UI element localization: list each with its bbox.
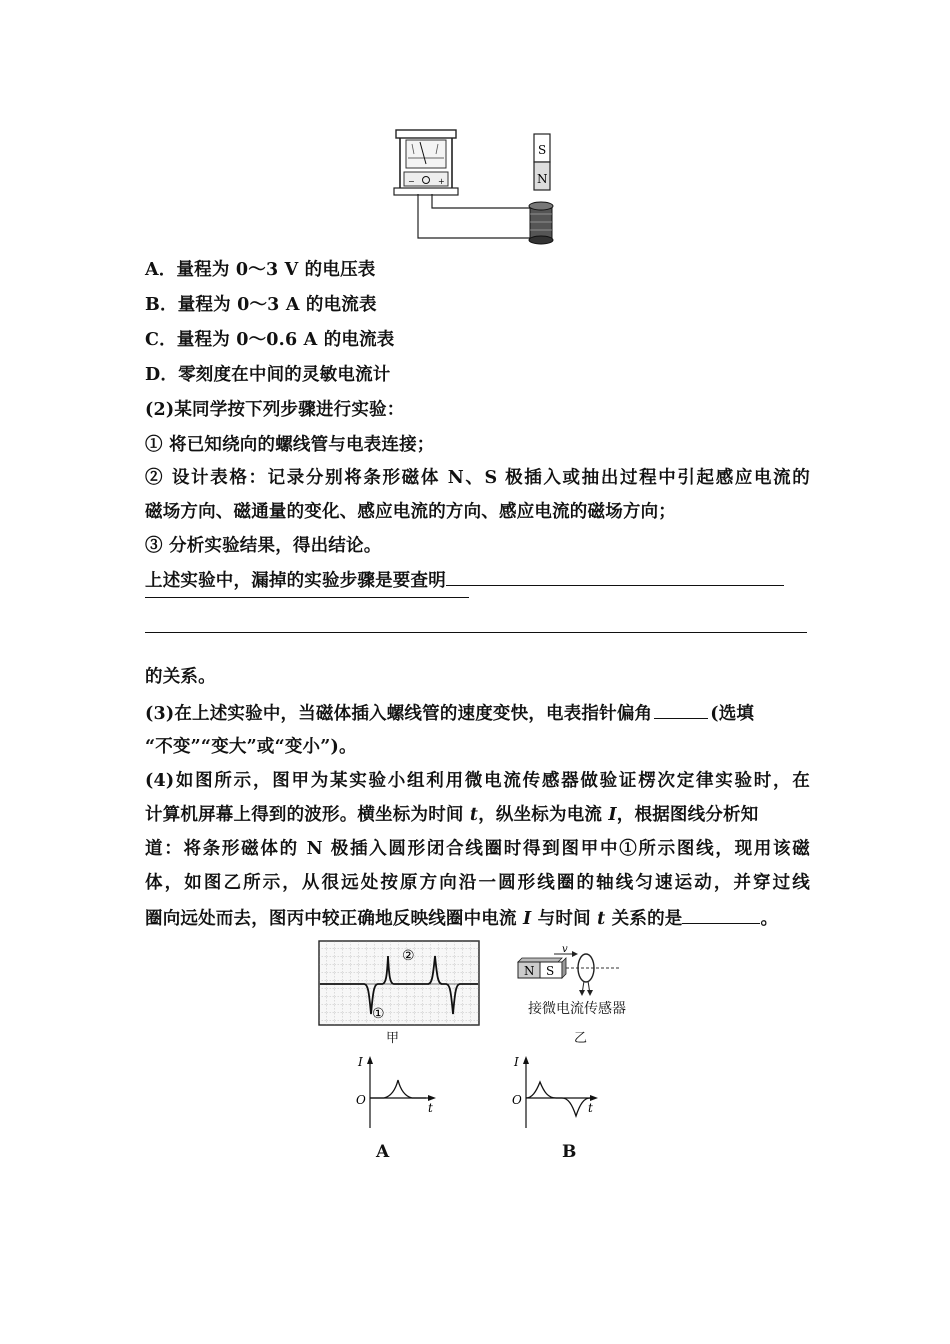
jia-mark-1: ① (372, 1006, 385, 1022)
q2-step3: ③ 分析实验结果，得出结论。 (145, 536, 382, 556)
magnet-label-n: N (537, 172, 548, 186)
yi-velocity: v (562, 946, 568, 955)
q2-intro: (2)某同学按下列步骤进行实验： (145, 400, 405, 420)
graph-a-axis-t: t (428, 1101, 433, 1115)
q4-var-i-2: I (523, 909, 532, 929)
answer-blank-q3[interactable] (654, 700, 708, 719)
yi-magnet-s: S (546, 964, 555, 978)
svg-text:−: − (408, 177, 415, 186)
q4-line3: 道：将条形磁体的 N 极插入圆形闭合线圈时得到图甲中①所示图线，现用该磁 (145, 839, 810, 859)
graph-b-curve (526, 1082, 590, 1116)
jia-mark-2: ② (402, 948, 415, 964)
graph-b-label[interactable]: B (562, 1142, 577, 1162)
graph-a-axis-i: I (358, 1055, 363, 1069)
option-c: C．量程为 0～0.6 A 的电流表 (145, 330, 395, 350)
q3-suffix: (选填 (710, 704, 755, 724)
q4-line2-text-b: ，纵坐标为电流 (478, 805, 609, 825)
svg-text:+: + (438, 177, 445, 186)
answer-blank-q4[interactable] (682, 905, 760, 924)
option-b: B．量程为 0～3 A 的电流表 (145, 295, 377, 315)
magnet-label-s: S (538, 143, 547, 157)
answer-blank-1[interactable] (446, 567, 784, 586)
graph-b-axis-i: I (514, 1055, 519, 1069)
figure-yi (514, 946, 634, 998)
q4-line2 (145, 803, 810, 827)
q4-line5-text-b: 与时间 (531, 909, 598, 929)
q2-relation: 的关系。 (145, 667, 216, 687)
answer-blank-3[interactable] (145, 632, 807, 633)
q3-line1 (145, 700, 810, 726)
q2-step2-line1: ② 设计表格：记录分别将条形磁体 N、S 极插入或抽出过程中引起感应电流的 (145, 468, 810, 488)
graph-a-curve (370, 1080, 426, 1098)
apparatus-figure (390, 128, 570, 246)
option-d: D．零刻度在中间的灵敏电流计 (145, 365, 391, 385)
q4-line5 (145, 905, 810, 931)
q2-step1: ① 将已知绕向的螺线管与电表连接； (145, 435, 435, 455)
q4-line2-text-c: ，根据图线分析知 (616, 805, 759, 825)
q4-var-i: I (608, 805, 617, 825)
figure-yi-caption: 乙 (574, 1031, 588, 1046)
figure-jia-caption: 甲 (386, 1031, 400, 1046)
q3-line2: “不变”“变大”或“变小”)。 (145, 737, 357, 757)
q4-var-t: t (469, 805, 479, 825)
yi-magnet-n: N (524, 964, 535, 978)
graph-b (508, 1052, 604, 1134)
q3-prefix: (3)在上述实验中，当磁体插入螺线管的速度变快，电表指针偏角 (145, 704, 653, 724)
q2-step2-line2: 磁场方向、磁通量的变化、感应电流的方向、感应电流的磁场方向； (145, 502, 676, 522)
q4-line4: 体，如图乙所示，从很远处按原方向沿一圆形线圈的轴线匀速运动，并穿过线 (145, 873, 810, 893)
q4-line5-text-c: 关系的是 (605, 909, 683, 929)
figure-jia-screen (318, 940, 480, 1026)
graph-b-origin: O (512, 1093, 522, 1107)
figure-yi-sensor-label: 接微电流传感器 (528, 1001, 626, 1017)
q4-line2-text-a: 计算机屏幕上得到的波形。横坐标为时间 (145, 805, 470, 825)
q2-missing-prefix: 上述实验中，漏掉的实验步骤是要查明 (145, 571, 446, 591)
q4-line1: (4)如图所示，图甲为某实验小组利用微电流传感器做验证楞次定律实验时，在 (145, 771, 810, 791)
q2-missing-step (145, 567, 810, 593)
answer-blank-2[interactable] (145, 597, 469, 598)
graph-a (352, 1052, 442, 1134)
graph-a-origin: O (356, 1093, 366, 1107)
option-a: A．量程为 0～3 V 的电压表 (145, 260, 376, 280)
q4-line5-end: 。 (760, 909, 779, 929)
graph-a-label[interactable]: A (376, 1142, 390, 1162)
graph-b-axis-t: t (588, 1101, 593, 1115)
q4-line5-text-a: 圈向远处而去，图丙中较正确地反映线圈中电流 (145, 909, 523, 929)
q4-var-t-2: t (597, 909, 606, 929)
